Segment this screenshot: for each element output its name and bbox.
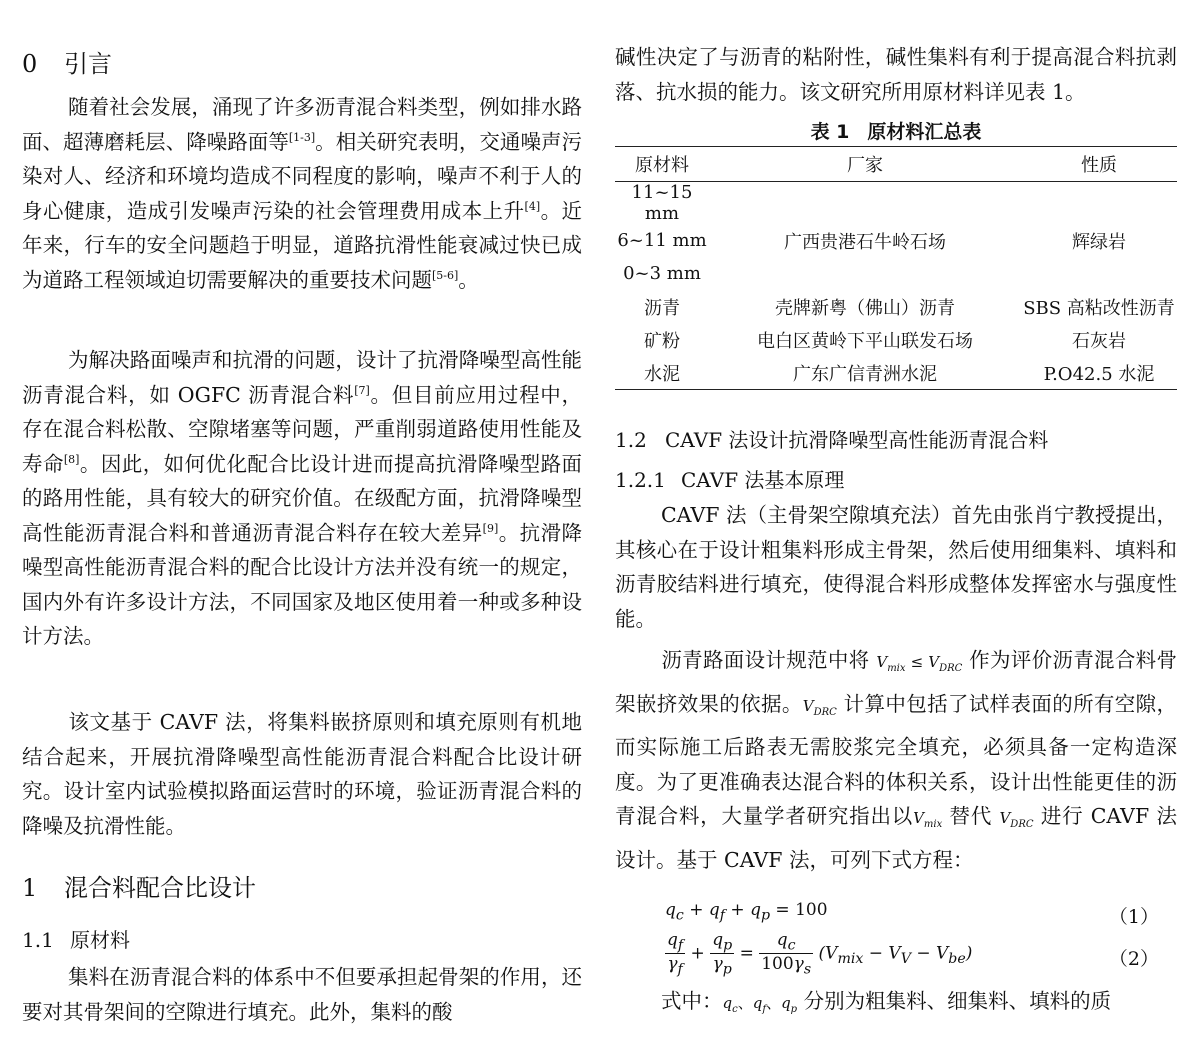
equation-1-number: （1） xyxy=(1108,906,1159,928)
table-row xyxy=(615,290,1177,323)
paragraph-intro-1: 随着社会发展，涌现了许多沥青混合料类型，例如排水路面、超薄磨耗层、降噪路面等[1-3]。相关研究表明，交通噪声污染对人、经济和环境均造成不同程度的影响，噪声不利于人的身心健康，造成引发噪声污染的社会管理费用成本上升[4]。近年来，行车的安全问题趋于明显，道路抗滑性能衰减过快已成为道路工程领域迫切需要解决的重要技术问题[5-6]。 xyxy=(22,95,583,292)
table-cell xyxy=(709,182,1021,225)
paragraph-vmix: 沥青路面设计规范中将 $V_{mix} \le V_{DRC}$ 作为评价沥青混合料骨架嵌挤效果的依据。$V_{DRC}$ 计算中包括了试样表面的所有空隙，而实际施工后路表无需胶浆完全填充，必须具备一定构造深度。为了更准确表达混合料的体积关系，设计出性能更佳的沥青混合料，大量学者研究指出以$V_{mix}$ 替代 $V_{DRC}$ 进行 CAVF 法设计。基于 CAVF 法，可列下式方程： xyxy=(615,648,1177,872)
table-header: 厂家 xyxy=(709,147,1021,182)
table-cell: 11~15 mm xyxy=(631,182,693,224)
table-header: 性质 xyxy=(1021,147,1177,182)
paragraph-materials-cont: 碱性决定了与沥青的粘附性，碱性集料有利于提高混合料抗剥落、抗水损的能力。该文研究所用原材料详见表 1。 xyxy=(615,45,1177,104)
paragraph-intro-2: 为解决路面噪声和抗滑的问题，设计了抗滑降噪型高性能沥青混合料，如 OGFC 沥青混合料[7]。但目前应用过程中，存在混合料松散、空隙堵塞等问题，严重削弱道路使用性能及寿命[8]。因此，如何优化配合比设计进而提高抗滑降噪型路面的路用性能，具有较大的研究价值。在级配方面，抗滑降噪型高性能沥青混合料和普通沥青混合料存在较大差异[9]。抗滑降噪型高性能沥青混合料的配合比设计方法并没有统一的规定，国内外有许多设计方法，不同国家及地区使用着一种或多种设计方法。 xyxy=(22,348,583,648)
table-header: 原材料 xyxy=(615,147,709,182)
citation: [9] xyxy=(482,521,499,535)
table-row xyxy=(615,182,1177,225)
equation-1: $q_c + q_f + q_p = 100$ xyxy=(665,900,828,924)
section-1-heading: 1 混合料配合比设计 xyxy=(22,874,256,902)
table-row xyxy=(615,356,1177,390)
citation: [8] xyxy=(63,452,80,466)
section-1-1-heading: 1.1 原材料 xyxy=(22,928,130,952)
table-row xyxy=(615,224,1177,257)
formula-vmix: $V_{mix}$ xyxy=(913,809,943,830)
paragraph-materials: 集料在沥青混合料的体系中不但要承担起骨架的作用，还要对其骨架间的空隙进行填充。此外，集料的酸 xyxy=(22,965,582,1024)
formula-qc-qf-qp: $q_c$、$q_f$、$q_p$ xyxy=(722,994,798,1015)
table-cell: 广东广信青洲水泥 xyxy=(709,356,1021,390)
equation-2-number: （2） xyxy=(1108,948,1159,970)
table-cell: 水泥 xyxy=(615,356,709,390)
citation: [4] xyxy=(524,199,541,213)
table-row xyxy=(615,323,1177,356)
table-caption: 表 1 原材料汇总表 xyxy=(810,121,982,143)
materials-table xyxy=(615,146,1177,390)
table-cell: SBS 高粘改性沥青 xyxy=(1023,297,1175,319)
table-cell: 电白区黄岭下平山联发石场 xyxy=(757,330,973,352)
table-row xyxy=(615,257,1177,290)
table-cell xyxy=(1021,257,1177,290)
formula-vdrc: $V_{DRC}$ xyxy=(999,809,1034,830)
table-cell: 石灰岩 xyxy=(1072,330,1126,352)
table-header-row xyxy=(615,147,1177,182)
paragraph-where: 式中：$q_c$、$q_f$、$q_p$ 分别为粗集料、细集料、填料的质 xyxy=(661,989,1112,1015)
equation-2: $\frac{q_f}{\gamma_f}$ + $\frac{q_p}{\gamma_p}$ = $\frac{q_c}{100\gamma_s}$ $(V_{mix} - V_V - V_{be})$ xyxy=(667,930,973,978)
table-cell: P.O42.5 水泥 xyxy=(1021,356,1177,390)
table-cell: 矿粉 xyxy=(644,330,680,352)
paragraph-cavf-principle: CAVF 法（主骨架空隙填充法）首先由张肖宁教授提出，其核心在于设计粗集料形成主骨架，然后使用细集料、填料和沥青胶结料进行填充，使得混合料形成整体发挥密水与强度性能。 xyxy=(615,503,1178,631)
paragraph-intro-3: 该文基于 CAVF 法，将集料嵌挤原则和填充原则有机地结合起来，开展抗滑降噪型高性能沥青混合料配合比设计研究。设计室内试验模拟路面运营时的环境，验证沥青混合料的降噪及抗滑性能。 xyxy=(22,710,582,838)
table-cell xyxy=(1021,182,1177,225)
citation: [7] xyxy=(354,383,370,397)
section-0-heading: 0 引言 xyxy=(22,50,112,78)
formula-vmix-le-vdrc: $V_{mix} \le V_{DRC}$ xyxy=(876,653,963,674)
citation: [1-3] xyxy=(288,130,316,144)
section-1-2-heading: 1.2 CAVF 法设计抗滑降噪型高性能沥青混合料 xyxy=(615,428,1049,452)
formula-vdrc: $V_{DRC}$ xyxy=(802,696,837,718)
citation: [5-6] xyxy=(432,268,459,282)
table-cell: 辉绿岩 xyxy=(1072,231,1126,253)
table-cell xyxy=(709,257,1021,290)
table-cell: 0~3 mm xyxy=(623,263,701,284)
table-cell: 壳牌新粤（佛山）沥青 xyxy=(775,297,955,319)
table-cell: 沥青 xyxy=(644,297,680,319)
section-1-2-1-heading: 1.2.1 CAVF 法基本原理 xyxy=(615,468,845,492)
table-cell: 6~11 mm xyxy=(617,230,707,251)
table-cell: 广西贵港石牛岭石场 xyxy=(784,231,946,253)
